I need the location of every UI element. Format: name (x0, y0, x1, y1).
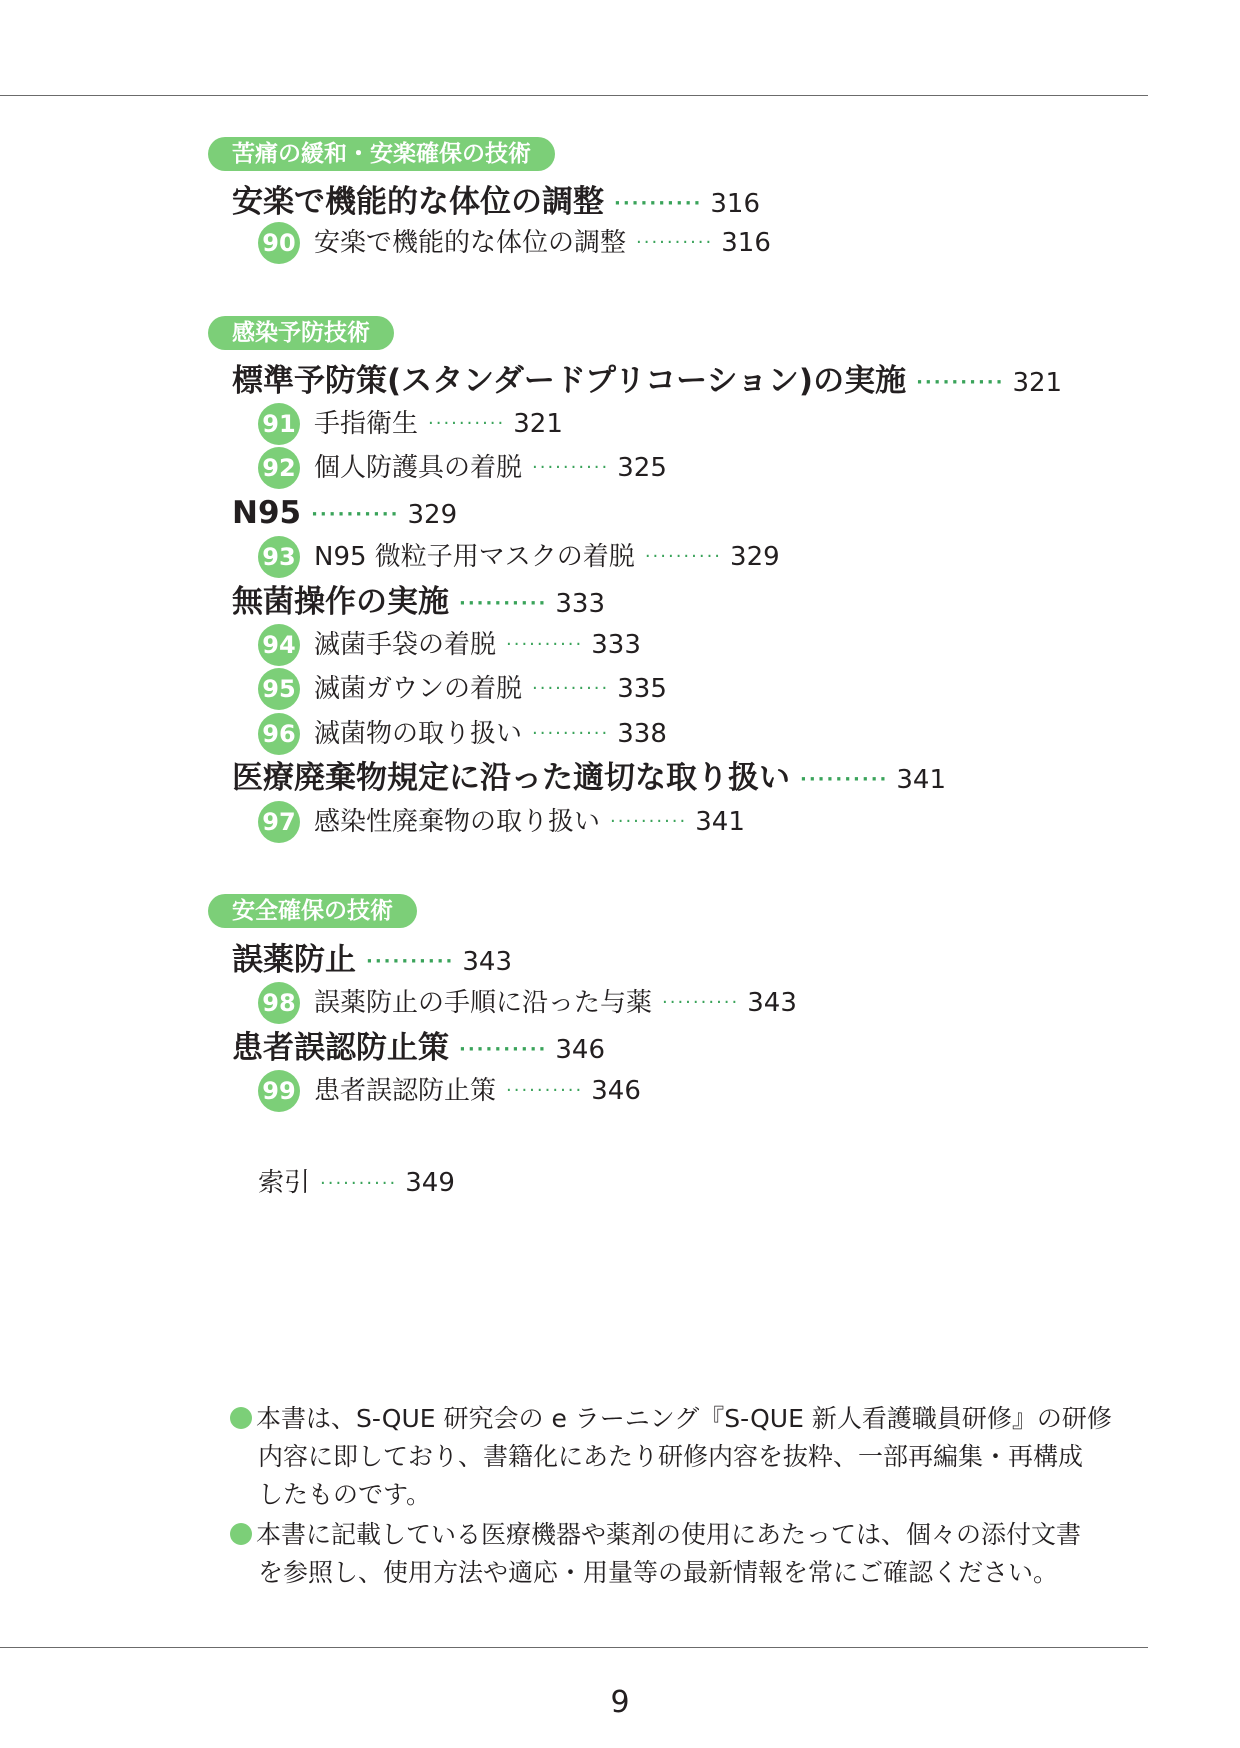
toc-heading[interactable] (232, 758, 946, 800)
note-line: 内容に即しており、書籍化にあたり研修内容を抜粋、一部再編集・再構成 (258, 1442, 1084, 1471)
bullet-icon (230, 1407, 252, 1429)
toc-heading[interactable] (232, 493, 457, 535)
toc-page: 343 (747, 988, 797, 1018)
toc-heading-title: 医療廃棄物規定に沿った適切な取り扱い (232, 760, 790, 796)
bottom-rule (0, 1647, 1148, 1648)
section-label-comfort: 苦痛の緩和・安楽確保の技術 (208, 137, 555, 171)
toc-page: 341 (896, 765, 947, 795)
leader-dots: ·········· (320, 1172, 398, 1194)
toc-item[interactable] (258, 713, 667, 755)
item-number-badge: 99 (258, 1070, 300, 1112)
bullet-icon (230, 1523, 252, 1545)
toc-heading-title: 標準予防策(スタンダードプリコーション)の実施 (232, 363, 907, 399)
toc-heading[interactable] (232, 582, 605, 624)
item-number-badge: 92 (258, 447, 300, 489)
note-line: 本書は、S-QUE 研究会の e ラーニング『S-QUE 新人看護職員研修』の研修 (230, 1400, 1150, 1438)
toc-index[interactable] (258, 1163, 455, 1204)
toc-item-title: 滅菌ガウンの着脱 (314, 674, 523, 704)
toc-page: 333 (555, 589, 606, 619)
leader-dots: ·········· (644, 546, 723, 567)
toc-heading-title: 誤薬防止 (232, 942, 356, 978)
toc-page: 329 (407, 500, 458, 530)
toc-page: 346 (591, 1076, 641, 1106)
leader-dots: ·········· (506, 1080, 584, 1101)
item-number-badge: 98 (258, 982, 300, 1024)
toc-item[interactable] (258, 447, 667, 489)
leader-dots: ·········· (614, 192, 703, 214)
toc-item-title: N95 微粒子用マスクの着脱 (314, 542, 635, 572)
top-rule (0, 95, 1148, 96)
toc-page: 321 (1012, 368, 1063, 398)
item-number-badge: 90 (258, 222, 300, 264)
toc-page: 343 (462, 947, 513, 977)
toc-item[interactable] (258, 222, 771, 264)
toc-item-title: 誤薬防止の手順に沿った与薬 (314, 988, 653, 1018)
note-line: したものです。 (258, 1480, 432, 1509)
toc-item-title: 個人防護具の着脱 (314, 453, 523, 483)
toc-item-title: 滅菌物の取り扱い (314, 719, 523, 749)
toc-heading-title: 安楽で機能的な体位の調整 (232, 184, 604, 220)
leader-dots: ·········· (532, 457, 610, 478)
toc-item-title: 滅菌手袋の着脱 (314, 630, 497, 660)
toc-item-title: 手指衛生 (314, 409, 419, 439)
section-label-infection: 感染予防技術 (208, 316, 394, 350)
toc-page: 316 (710, 189, 761, 219)
note-2 (230, 1516, 1150, 1592)
toc-heading-title: N95 (232, 495, 302, 531)
toc-heading[interactable] (232, 940, 512, 982)
toc-page: 341 (695, 807, 745, 837)
toc-item[interactable] (258, 536, 780, 578)
item-number-badge: 91 (258, 403, 300, 445)
leader-dots: ·········· (459, 1038, 548, 1060)
toc-page: 349 (405, 1168, 455, 1198)
leader-dots: ·········· (311, 503, 400, 525)
toc-page: 335 (617, 674, 667, 704)
leader-dots: ·········· (636, 232, 714, 253)
toc-heading[interactable] (232, 1028, 605, 1070)
leader-dots: ·········· (506, 634, 584, 655)
toc-page: 321 (513, 409, 563, 439)
leader-dots: ·········· (366, 950, 455, 972)
item-number-badge: 96 (258, 713, 300, 755)
toc-page: 329 (730, 542, 780, 572)
leader-dots: ·········· (532, 678, 610, 699)
section-label-safety: 安全確保の技術 (208, 894, 417, 928)
toc-heading[interactable] (232, 361, 1062, 403)
toc-item[interactable] (258, 624, 641, 666)
index-title: 索引 (258, 1168, 311, 1198)
note-line: を参照し、使用方法や適応・用量等の最新情報を常にご確認ください。 (258, 1558, 1059, 1587)
toc-item-title: 安楽で機能的な体位の調整 (314, 228, 627, 258)
note-1 (230, 1400, 1150, 1514)
toc-page: 325 (617, 453, 667, 483)
toc-item[interactable] (258, 1070, 641, 1112)
toc-page: 316 (721, 228, 771, 258)
toc-heading-title: 無菌操作の実施 (232, 584, 449, 620)
leader-dots: ·········· (532, 723, 610, 744)
item-number-badge: 93 (258, 536, 300, 578)
toc-item[interactable] (258, 801, 745, 843)
toc-item[interactable] (258, 403, 563, 445)
leader-dots: ·········· (800, 768, 889, 790)
toc-page: 333 (591, 630, 641, 660)
toc-item-title: 患者誤認防止策 (314, 1076, 497, 1106)
item-number-badge: 95 (258, 668, 300, 710)
leader-dots: ·········· (610, 811, 688, 832)
toc-page: 338 (617, 719, 667, 749)
leader-dots: ·········· (459, 592, 548, 614)
leader-dots: ·········· (428, 413, 506, 434)
item-number-badge: 94 (258, 624, 300, 666)
leader-dots: ·········· (662, 992, 740, 1013)
toc-item[interactable] (258, 982, 797, 1024)
leader-dots: ·········· (916, 371, 1005, 393)
toc-item[interactable] (258, 668, 667, 710)
toc-heading-title: 患者誤認防止策 (232, 1030, 449, 1066)
toc-item-title: 感染性廃棄物の取り扱い (314, 807, 601, 837)
page-number: 9 (610, 1685, 630, 1720)
item-number-badge: 97 (258, 801, 300, 843)
note-line: 本書に記載している医療機器や薬剤の使用にあたっては、個々の添付文書 (230, 1516, 1150, 1554)
toc-heading[interactable] (232, 182, 760, 224)
toc-page: 346 (555, 1035, 606, 1065)
